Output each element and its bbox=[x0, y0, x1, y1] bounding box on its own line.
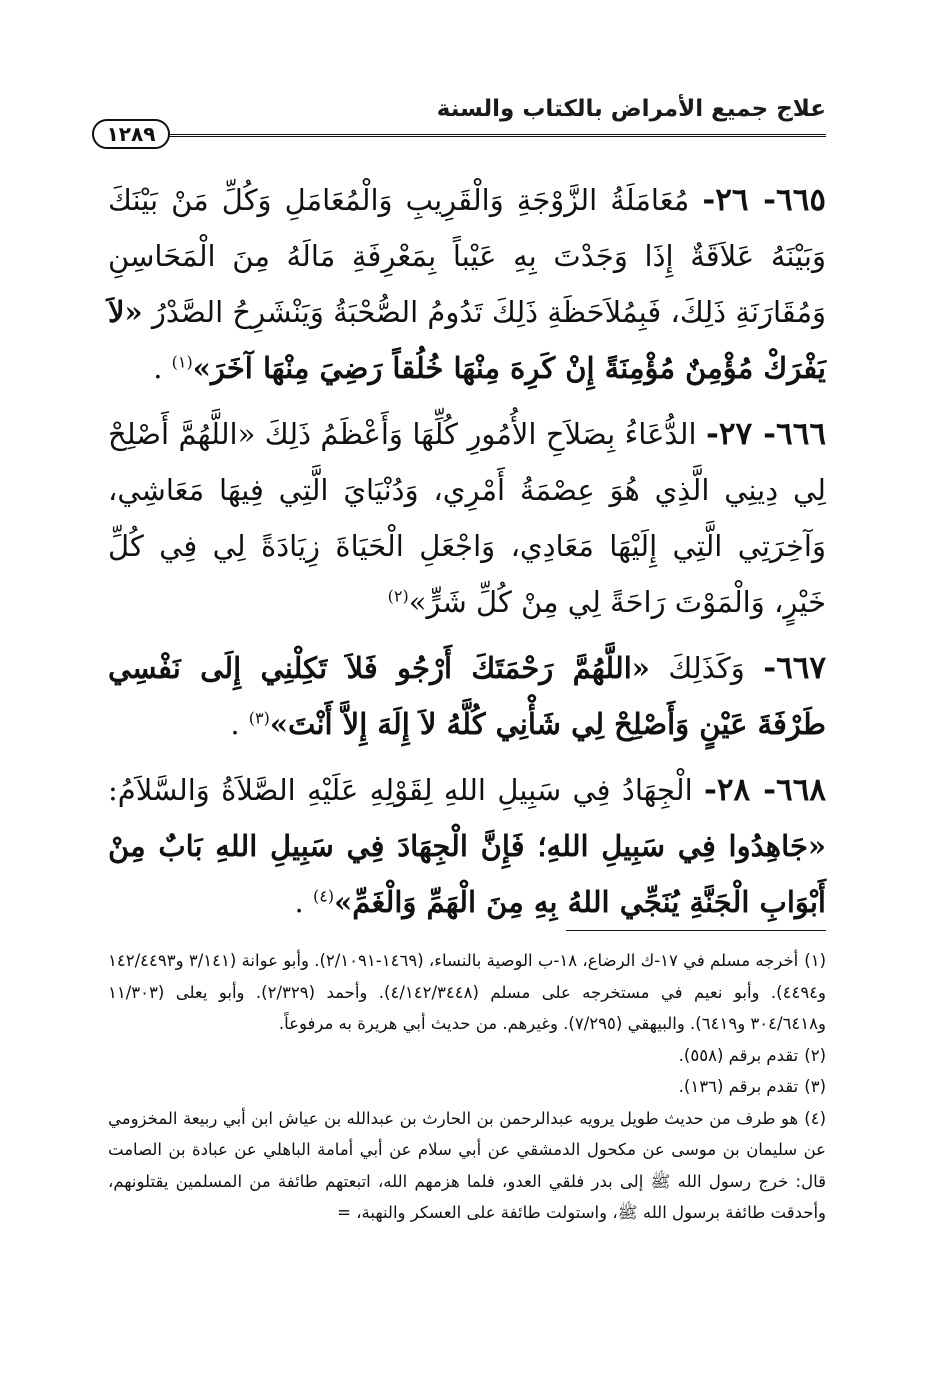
footnote-1 bbox=[108, 945, 826, 1040]
hadith-quote: «اللَّهُمَّ رَحْمَتَكَ أَرْجُو فَلاَ تَكِلْنِي إِلَى نَفْسِي طَرْفَةَ عَيْنٍ وَأَصْلِحْ لِي شَأْنِي كُلَّهُ لاَ إِلَهَ إِلاَّ أَنْتَ» bbox=[108, 651, 826, 741]
footnote-text: هو طرف من حديث طويل يرويه عبدالرحمن بن الحارث بن عبدالله بن عياش ابن أبي ربيعة المخزومي عن سليمان بن موسى عن مكحول الدمشقي عن أبي سلام عن أبي أمامة الباهلي عن عبادة بن الصامت قال: خرج رسول الله ﷺ إلى بدر فلقي العدو، فلما هزمهم الله، اتبعتهم طائفة من المسلمين يقتلونهم، وأحدقت طائفة برسول الله ﷺ، واستولت طائفة على العسكر والنهبة، = bbox=[108, 1108, 826, 1222]
footnote-ref[interactable]: (٤) bbox=[312, 886, 335, 906]
footnote-number: (٤) bbox=[804, 1108, 826, 1128]
page-number-badge: ١٢٨٩ bbox=[92, 119, 170, 149]
footnote-text: تقدم برقم (١٣٦). bbox=[678, 1077, 799, 1096]
entry-665 bbox=[108, 172, 826, 396]
main-text bbox=[108, 172, 826, 940]
footnote-ref[interactable]: (٣) bbox=[248, 708, 270, 728]
footnote-ref[interactable]: (١) bbox=[171, 352, 193, 372]
entry-text: الدُّعَاءُ بِصَلاَحِ الأُمُورِ كُلِّهَا وَأَعْظَمُ ذَلِكَ «اللَّهُمَّ أَصْلِحْ لِي دِينِي الَّذِي هُوَ عِصْمَةُ أَمْرِي، وَدُنْيَايَ الَّتِي فِيهَا مَعَاشِي، وَآخِرَتِي الَّتِي إِلَيْهَا مَعَادِي، وَاجْعَلِ الْحَيَاةَ زِيَادَةً لِي فِي كُلِّ خَيْرٍ، وَالْمَوْتَ رَاحَةً لِي مِنْ كُلِّ شَرٍّ» bbox=[108, 417, 826, 619]
footnotes bbox=[108, 945, 826, 1229]
entry-666 bbox=[108, 406, 826, 630]
running-head-title: علاج جميع الأمراض بالكتاب والسنة bbox=[436, 96, 826, 122]
entry-number: ٦٦٥- ٢٦- bbox=[702, 182, 826, 218]
entry-tail: . bbox=[153, 351, 172, 385]
entry-text: وَكَذَلِكَ bbox=[668, 651, 745, 685]
footnote-text: أخرجه مسلم في ١٧-ك الرضاع، ١٨-ب الوصية بالنساء، (١٤٦٩-٢/١٠٩١). وأبو عوانة (٣/١٤١ و١٤٢/٤٤٩٣ و٤٤٩٤). وأبو نعيم في مستخرجه على مسلم (٤/١٤٢/٣٤٤٨). وأحمد (٢/٣٢٩). وأبو يعلى (١١/٣٠٣ و٣٠٤/٦٤١٨ و٦٤١٩). والبيهقي (٧/٢٩٥). وغيرهم. من حديث أبي هريرة به مرفوعاً. bbox=[108, 951, 827, 1033]
entry-number: ٦٦٦- ٢٧- bbox=[705, 416, 826, 452]
footnote-ref[interactable]: (٢) bbox=[387, 586, 409, 606]
entry-tail: . bbox=[294, 885, 313, 919]
footnote-number: (١) bbox=[804, 951, 827, 970]
entry-667 bbox=[108, 640, 826, 752]
footnote-separator bbox=[566, 930, 826, 931]
footnote-text: تقدم برقم (٥٥٨). bbox=[678, 1045, 799, 1065]
entry-number: ٦٦٨- ٢٨- bbox=[704, 772, 826, 808]
header-rule bbox=[165, 134, 826, 139]
entry-text: الْجِهَادُ فِي سَبِيلِ اللهِ لِقَوْلِهِ عَلَيْهِ الصَّلاَةُ وَالسَّلاَمُ: bbox=[108, 773, 693, 807]
footnote-4 bbox=[108, 1103, 826, 1229]
footnote-2 bbox=[108, 1040, 826, 1072]
entry-text: مُعَامَلَةُ الزَّوْجَةِ وَالْقَرِيبِ وَالْمُعَامَلِ وَكُلِّ مَنْ بَيْنَكَ وَبَيْنَهُ عَلاَقَةٌ إِذَا وَجَدْتَ بِهِ عَيْباً بِمَعْرِفَةِ مَالَهُ مِنَ الْمَحَاسِنِ وَمُقَارَنَةِ ذَلِكَ، فَبِمُلاَحَظَةِ ذَلِكَ تَدُومُ الصُّحْبَةُ وَيَنْشَرِحُ الصَّدْرُ bbox=[108, 183, 826, 329]
footnote-3 bbox=[108, 1071, 826, 1103]
entry-tail: . bbox=[230, 707, 249, 741]
entry-number: ٦٦٧- bbox=[763, 650, 827, 686]
footnote-number: (٣) bbox=[804, 1077, 826, 1096]
entry-668 bbox=[108, 762, 826, 930]
footnote-number: (٢) bbox=[804, 1045, 826, 1065]
hadith-quote: «جَاهِدُوا فِي سَبِيلِ اللهِ؛ فَإِنَّ الْجِهَادَ فِي سَبِيلِ اللهِ بَابٌ مِنْ أَبْوَابِ الْجَنَّةِ يُنَجِّي اللهُ بِهِ مِنَ الْهَمِّ وَالْغَمِّ» bbox=[108, 829, 826, 919]
hadith-quote: «لاَ يَفْرَكْ مُؤْمِنٌ مُؤْمِنَةً إِنْ كَرِهَ مِنْهَا خُلُقاً رَضِيَ مِنْهَا آخَرَ» bbox=[108, 295, 826, 385]
